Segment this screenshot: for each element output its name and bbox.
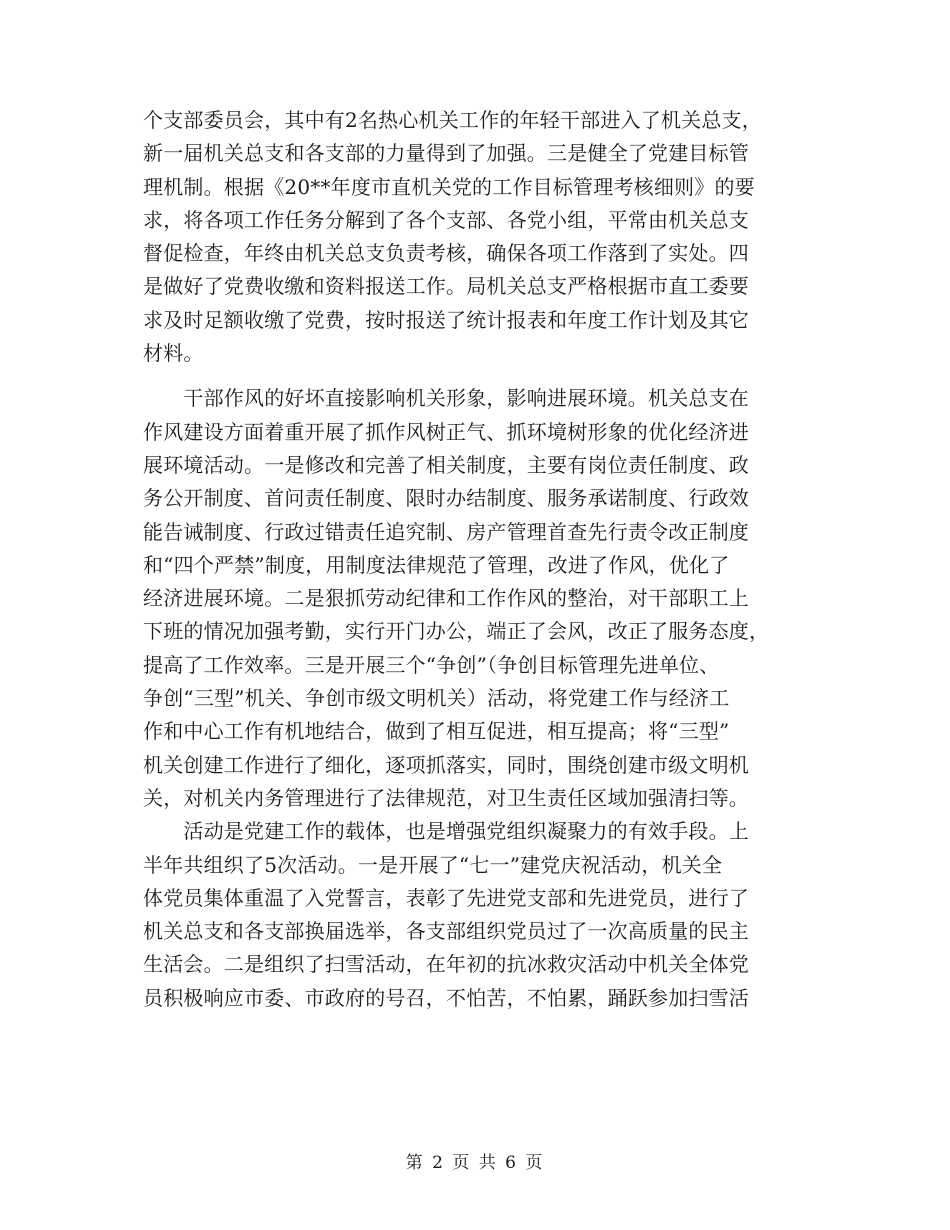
text-line: 机关创建工作进行了细化，逐项抓落实，同时，围绕创建市级文明机 xyxy=(143,752,749,777)
text-line: 体党员集体重温了入党誓言，表彰了先进党支部和先进党员，进行了 xyxy=(143,885,749,910)
text-line: 半年共组织了5次活动。一是开展了“七一”建党庆祝活动，机关全 xyxy=(143,852,723,877)
text-line: 机关总支和各支部换届选举，各支部组织党员过了一次高质量的民主 xyxy=(143,919,749,944)
page-footer xyxy=(0,1148,950,1173)
paragraph-1 xyxy=(143,104,807,370)
paragraph-2 xyxy=(143,382,807,815)
text-line: 下班的情况加强考勤，实行开门办公，端正了会风，改正了服务态度， xyxy=(143,619,770,644)
text-line: 经济进展环境。二是狠抓劳动纪律和工作作风的整治，对干部职工上 xyxy=(143,586,749,611)
text-line: 活动是党建工作的载体，也是增强党组织凝聚力的有效手段。上 xyxy=(143,819,749,844)
text-line: 关，对机关内务管理进行了法律规范，对卫生责任区域加强清扫等。 xyxy=(143,785,749,810)
page-number-label: 第 2 页 共 6 页 xyxy=(405,1153,545,1173)
text-line: 新一届机关总支和各支部的力量得到了加强。三是健全了党建目标管 xyxy=(143,141,749,166)
paragraph-3 xyxy=(143,815,807,1015)
text-line: 理机制。根据《20**年度市直机关党的工作目标管理考核细则》的要 xyxy=(143,174,755,199)
text-line: 生活会。二是组织了扫雪活动，在年初的抗冰救灾活动中机关全体党 xyxy=(143,952,749,977)
text-line: 求，将各项工作任务分解到了各个支部、各党小组，平常由机关总支 xyxy=(143,207,749,232)
text-line: 督促检查，年终由机关总支负责考核，确保各项工作落到了实处。四 xyxy=(143,241,749,266)
text-line: 务公开制度、首问责任制度、限时办结制度、服务承诺制度、行政效 xyxy=(143,486,749,511)
text-line: 个支部委员会，其中有2名热心机关工作的年轻干部进入了机关总支， xyxy=(143,108,762,132)
text-line: 作和中心工作有机地结合，做到了相互促进，相互提高；将“三型” xyxy=(143,719,730,744)
text-line: 是做好了党费收缴和资料报送工作。局机关总支严格根据市直工委要 xyxy=(143,274,749,299)
text-line: 材料。 xyxy=(143,341,204,366)
text-line: 展环境活动。一是修改和完善了相关制度，主要有岗位责任制度、政 xyxy=(143,452,749,477)
text-line: 和“四个严禁”制度，用制度法律规范了管理，改进了作风，优化了 xyxy=(143,552,730,577)
text-line: 争创“三型”机关、争创市级文明机关）活动，将党建工作与经济工 xyxy=(143,686,730,711)
text-line: 能告诫制度、行政过错责任追究制、房产管理首查先行责令改正制度 xyxy=(143,519,749,544)
paragraph-spacer xyxy=(143,370,807,382)
document-body xyxy=(143,104,807,1015)
text-line: 作风建设方面着重开展了抓作风树正气、抓环境树形象的优化经济进 xyxy=(143,419,749,444)
text-line: 提高了工作效率。三是开展三个“争创”（争创目标管理先进单位、 xyxy=(143,652,720,677)
text-line: 求及时足额收缴了党费，按时报送了统计报表和年度工作计划及其它 xyxy=(143,307,749,332)
text-line: 员积极响应市委、市政府的号召，不怕苦，不怕累，踊跃参加扫雪活 xyxy=(143,985,749,1010)
text-line: 干部作风的好坏直接影响机关形象，影响进展环境。机关总支在 xyxy=(143,386,749,411)
